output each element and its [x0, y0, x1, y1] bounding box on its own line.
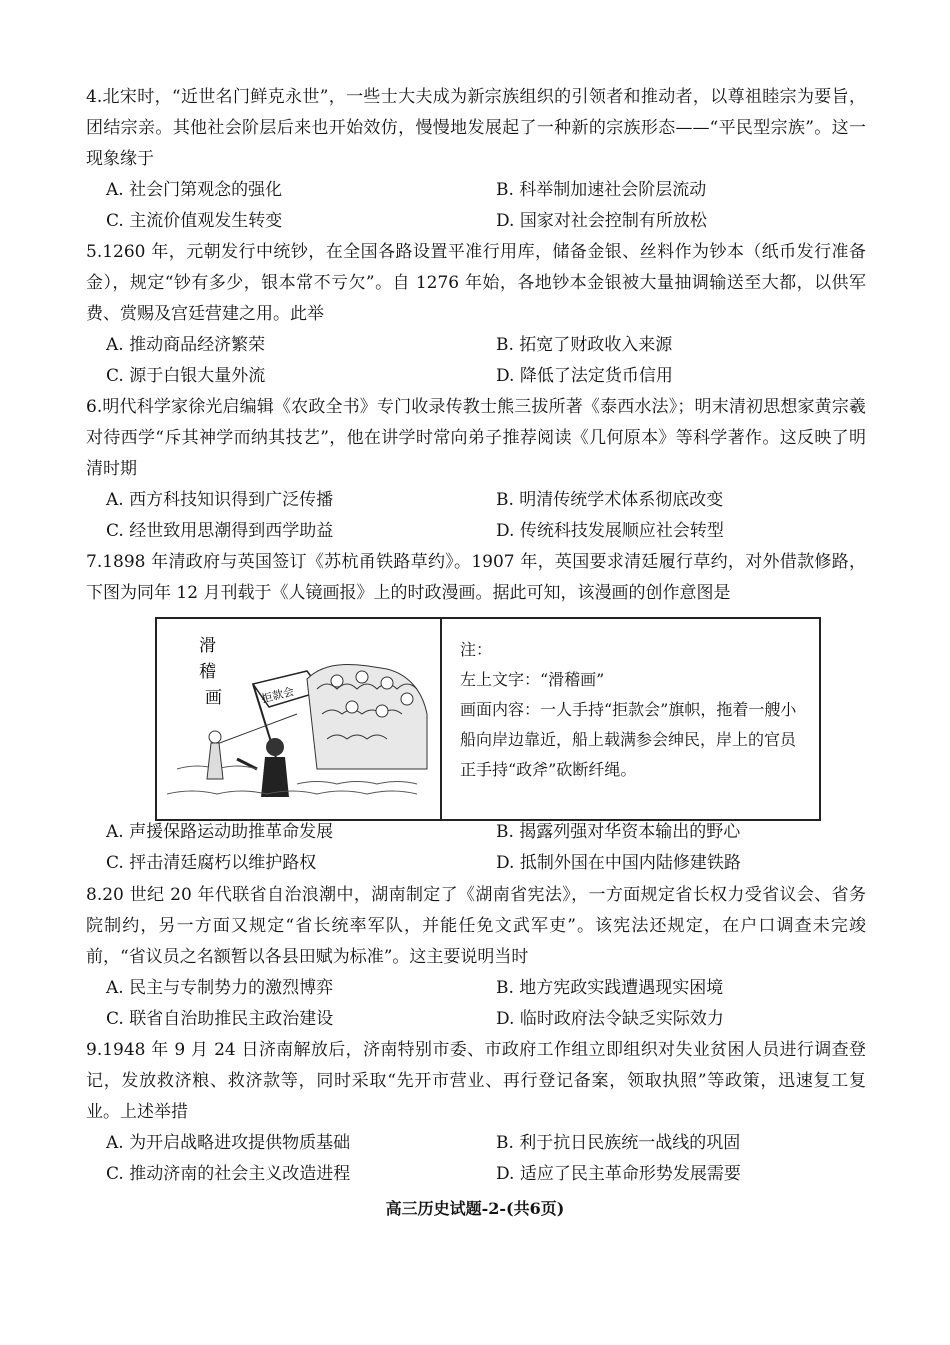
question-stem: 8.20 世纪 20 年代联省自治浪潮中，湖南制定了《湖南省宪法》，一方面规定省长权力受省议会、省务院制约，另一方面又规定“省长统率军队，并能任免文武军吏”。该宪法还规定，在户口调查未完竣前，“省议员之名额暂以各县田赋为标准”。这主要说明当时	[86, 885, 866, 967]
options-grid	[86, 330, 866, 392]
option-b: B. 明清传统学术体系彻底改变	[496, 490, 724, 510]
question-8	[86, 880, 866, 1035]
cartoon-image	[157, 619, 442, 819]
option-c: C. 源于白银大量外流	[106, 366, 266, 386]
option-d: D. 国家对社会控制有所放松	[496, 211, 707, 231]
option-c: C. 抨击清廷腐朽以维护路权	[106, 853, 317, 873]
cartoon-figure	[155, 617, 821, 821]
page-footer: 高三历史试题-2-(共6页)	[385, 1199, 565, 1218]
option-a: A. 民主与专制势力的激烈博弈	[106, 978, 334, 998]
options-grid	[86, 175, 866, 237]
option-a: A. 声援保路运动助推革命发展	[106, 822, 334, 842]
option-b: B. 拓宽了财政收入来源	[496, 335, 673, 355]
cartoon-drawing	[157, 619, 440, 815]
option-d: D. 抵制外国在中国内陆修建铁路	[496, 853, 741, 873]
question-stem: 5.1260 年，元朝发行中统钞，在全国各路设置平准行用库，储备金银、丝料作为钞本（纸币发行准备金），规定“钞有多少，银本常不亏欠”。自 1276 年始，各地钞本金银被大量抽调输送至大都，以供军费、赏赐及宫廷营建之用。此举	[86, 242, 866, 324]
options-grid	[86, 1128, 866, 1190]
notes-line: 画面内容：一人手持“拒款会”旗帜，拖着一艘小船向岸边靠近，船上载满参会绅民，岸上的官员正手持“政斧”砍断纤绳。	[460, 700, 797, 779]
option-b: B. 利于抗日民族统一战线的巩固	[496, 1133, 741, 1153]
option-d: D. 临时政府法令缺乏实际效力	[496, 1009, 724, 1029]
option-a: A. 为开启战略进攻提供物质基础	[106, 1133, 351, 1153]
notes-line: 左上文字：“滑稽画”	[460, 670, 605, 689]
option-c: C. 经世致用思潮得到西学助益	[106, 521, 334, 541]
question-stem: 7.1898 年清政府与英国签订《苏杭甬铁路草约》。1907 年，英国要求清廷履行草约，对外借款修路，下图为同年 12 月刊载于《人镜画报》上的时政漫画。据此可知，该漫画的创作意图是	[86, 552, 866, 603]
notes-heading: 注：	[460, 640, 493, 659]
cartoon-title-char: 画	[205, 688, 222, 708]
question-7-options	[86, 817, 866, 879]
option-d: D. 传统科技发展顺应社会转型	[496, 521, 724, 541]
question-5	[86, 237, 866, 392]
question-stem: 4.北宋时，“近世名门鲜克永世”，一些士大夫成为新宗族组织的引领者和推动者，以尊祖睦宗为要旨，团结宗亲。其他社会阶层后来也开始效仿，慢慢地发展起了一种新的宗族形态——“平民型宗族”。这一现象缘于	[86, 87, 866, 169]
question-4	[86, 82, 866, 237]
option-a: A. 社会门第观念的强化	[106, 180, 283, 200]
option-a: A. 西方科技知识得到广泛传播	[106, 490, 334, 510]
option-c: C. 联省自治助推民主政治建设	[106, 1009, 334, 1029]
cartoon-title-char: 稽	[199, 662, 216, 682]
question-stem: 9.1948 年 9 月 24 日济南解放后，济南特别市委、市政府工作组立即组织对失业贫困人员进行调查登记，发放救济粮、救济款等，同时采取“先开市营业、再行登记备案，领取执照”等政策，迅速复工复业。上述举措	[86, 1040, 866, 1122]
option-b: B. 地方宪政实践遭遇现实困境	[496, 978, 724, 998]
options-grid	[86, 485, 866, 547]
option-b: B. 科举制加速社会阶层流动	[496, 180, 707, 200]
option-a: A. 推动商品经济繁荣	[106, 335, 266, 355]
question-9	[86, 1035, 866, 1190]
option-b: B. 揭露列强对华资本输出的野心	[496, 822, 741, 842]
question-7	[86, 547, 866, 609]
question-stem: 6.明代科学家徐光启编辑《农政全书》专门收录传教士熊三拔所著《泰西水法》；明末清初思想家黄宗羲对待西学“斥其神学而纳其技艺”，他在讲学时常向弟子推荐阅读《几何原本》等科学著作。这反映了明清时期	[86, 397, 866, 479]
question-6	[86, 392, 866, 547]
option-c: C. 主流价值观发生转变	[106, 211, 283, 231]
options-grid	[86, 817, 866, 879]
flag-label: 拒款会	[260, 685, 296, 706]
option-c: C. 推动济南的社会主义改造进程	[106, 1164, 351, 1184]
option-d: D. 降低了法定货币信用	[496, 366, 673, 386]
option-d: D. 适应了民主革命形势发展需要	[496, 1164, 741, 1184]
options-grid	[86, 973, 866, 1035]
cartoon-notes	[442, 619, 819, 819]
cartoon-title-char: 滑	[199, 636, 216, 656]
